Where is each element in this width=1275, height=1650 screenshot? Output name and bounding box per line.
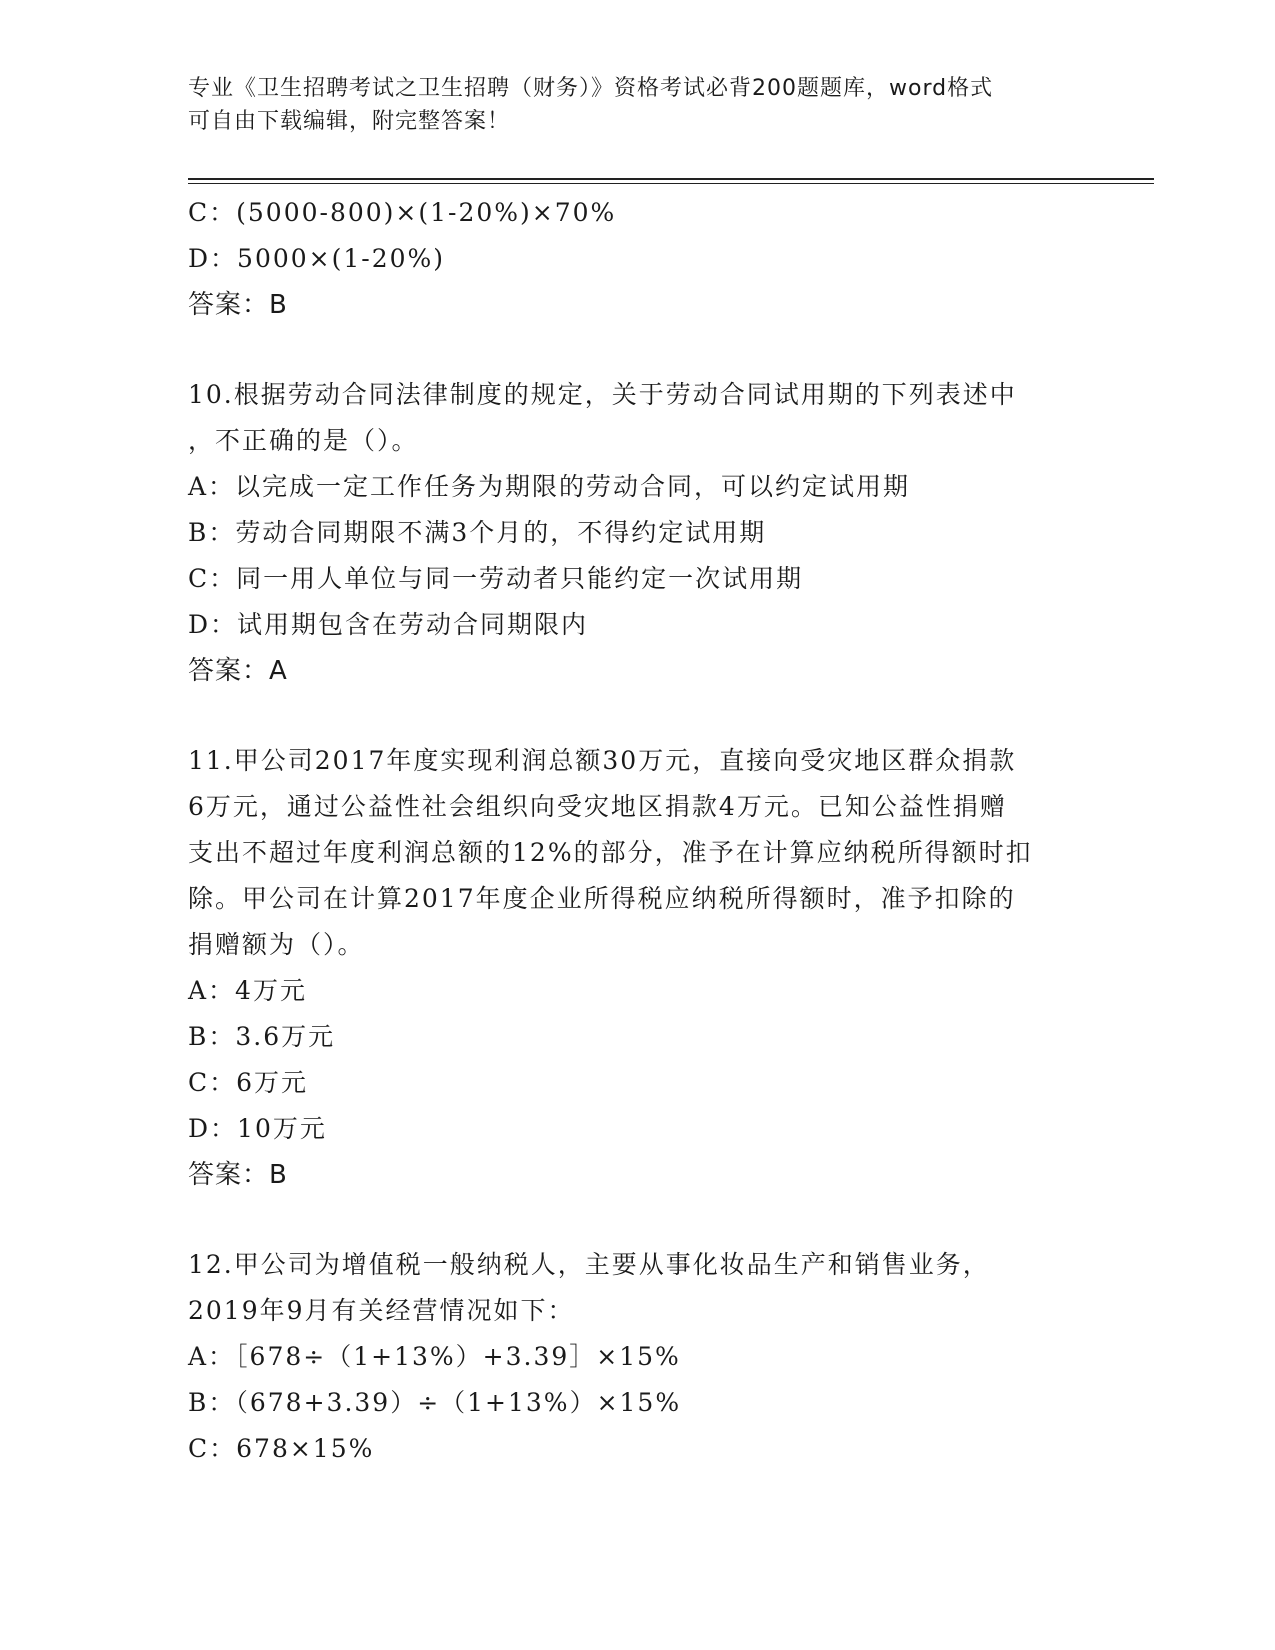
option-a: A：［678÷（1+13%）+3.39］×15% xyxy=(188,1342,681,1371)
option-a: A：以完成一定工作任务为期限的劳动合同，可以约定试用期 xyxy=(188,472,911,501)
option-c: C：678×15% xyxy=(188,1434,375,1463)
option-d: D：5000×(1-20%) xyxy=(188,244,446,273)
option-c: C：6万元 xyxy=(188,1068,309,1097)
spacer xyxy=(188,1198,1088,1242)
question-12 xyxy=(188,1242,1088,1472)
header-divider-thick xyxy=(188,178,1154,180)
option-d: D：10万元 xyxy=(188,1114,327,1143)
question-stem: 2019年9月有关经营情况如下： xyxy=(188,1296,575,1325)
header-line-2: 可自由下载编辑，附完整答案！ xyxy=(188,109,511,134)
header-divider-thin xyxy=(188,183,1154,184)
document-header xyxy=(188,72,1068,138)
question-stem: 支出不超过年度利润总额的12%的部分，准予在计算应纳税所得额时扣 xyxy=(188,838,1033,867)
question-stem: 除。甲公司在计算2017年度企业所得税应纳税所得额时，准予扣除的 xyxy=(188,884,1016,913)
spacer xyxy=(188,328,1088,372)
question-9-fragment xyxy=(188,190,1088,328)
question-stem: 11.甲公司2017年度实现利润总额30万元，直接向受灾地区群众捐款 xyxy=(188,746,1017,775)
question-stem: ，不正确的是（）。 xyxy=(188,426,419,455)
option-b: B：（678+3.39）÷（1+13%）×15% xyxy=(188,1388,682,1417)
answer: 答案：A xyxy=(188,656,288,686)
question-list xyxy=(188,190,1088,1472)
option-d: D：试用期包含在劳动合同期限内 xyxy=(188,610,589,639)
question-stem: 10.根据劳动合同法律制度的规定，关于劳动合同试用期的下列表述中 xyxy=(188,380,1017,409)
option-b: B：3.6万元 xyxy=(188,1022,336,1051)
option-c: C：(5000-800)×(1-20%)×70% xyxy=(188,198,617,227)
question-stem: 捐赠额为（）。 xyxy=(188,930,365,959)
option-b: B：劳动合同期限不满3个月的，不得约定试用期 xyxy=(188,518,767,547)
question-11 xyxy=(188,738,1088,1198)
question-stem: 6万元，通过公益性社会组织向受灾地区捐款4万元。已知公益性捐赠 xyxy=(188,792,1007,821)
option-a: A：4万元 xyxy=(188,976,307,1005)
question-10 xyxy=(188,372,1088,694)
option-c: C：同一用人单位与同一劳动者只能约定一次试用期 xyxy=(188,564,804,593)
answer: 答案：B xyxy=(188,1160,288,1190)
answer: 答案：B xyxy=(188,290,288,320)
header-line-1: 专业《卫生招聘考试之卫生招聘（财务）》资格考试必背200题题库，word格式 xyxy=(188,76,994,101)
spacer xyxy=(188,694,1088,738)
question-stem: 12.甲公司为增值税一般纳税人，主要从事化妆品生产和销售业务， xyxy=(188,1250,990,1279)
